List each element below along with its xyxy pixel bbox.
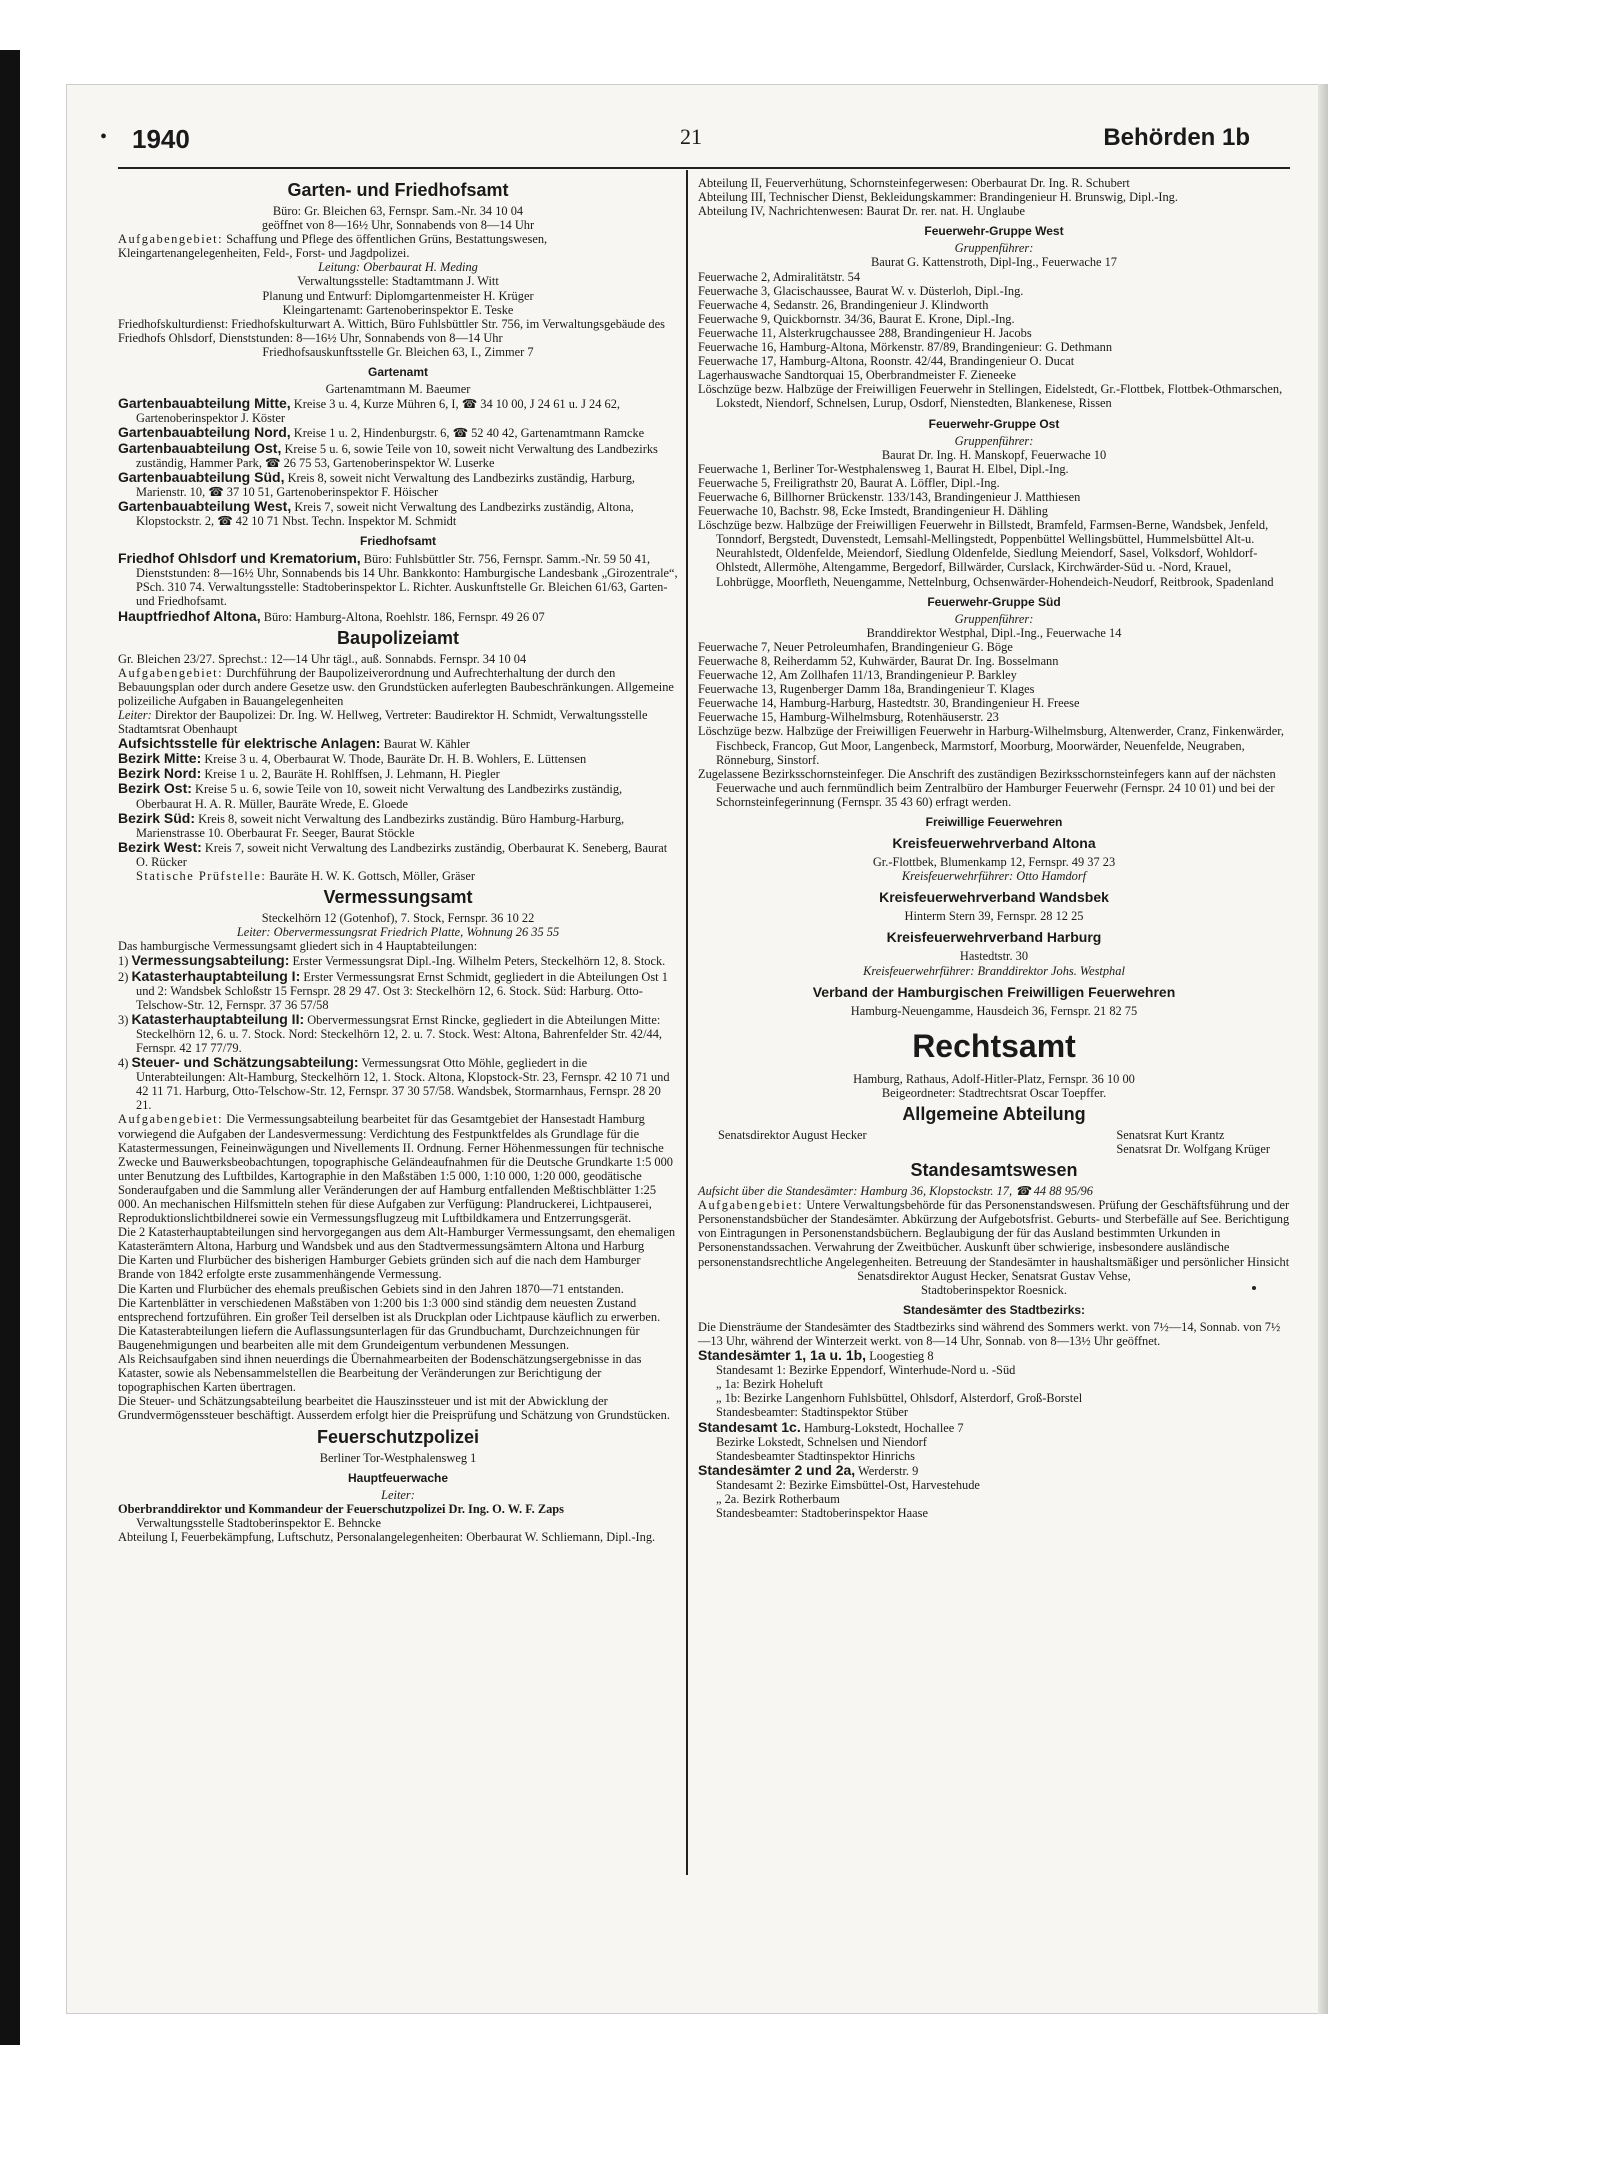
baupolizei-entry xyxy=(118,811,678,840)
sued-wache: Feuerwache 8, Reiherdamm 52, Kuhwärder, Baurat Dr. Ing. Bosselmann xyxy=(698,654,1059,668)
sued-wache: Feuerwache 14, Hamburg-Harburg, Hastedtstr. 30, Brandingenieur H. Freese xyxy=(698,696,1080,711)
bezirksschornsteinfeger: Zugelassene Bezirksschornsteinfeger. Die Anschrift des zuständigen Bezirksschornsteinfegers kann auf der nächsten Feuerwache und auch fernmündlich beim Zentralbüro der Hamburger Feuerwehr (Fernspr. 24 10 01) und bei der Schornsteinfegerinnung (Fernspr. 35 43 60) erfragt werden. xyxy=(698,766,1276,809)
entry-name: Gartenbauabteilung West, xyxy=(118,497,292,514)
standesamt-1c-heading xyxy=(698,1420,1290,1435)
allgemeine-right-1: Senatsrat Kurt Krantz xyxy=(1116,1127,1225,1142)
sued-wache: Feuerwache 12, Am Zollhafen 11/13, Brandingenieur P. Barkley xyxy=(698,668,1017,683)
entry-name: Gartenbauabteilung Ost, xyxy=(118,439,282,456)
scan-dark-edge xyxy=(0,50,20,2045)
vermessung-paragraph: Die Katasterabteilungen liefern die Auflassungsunterlagen für das Grundbuchamt, Durchzeichnungen für Baugenehmigungen und bearbeiten alle mit dem Grundeigentum verbundenen Messungen. xyxy=(118,1323,640,1352)
garten-aufgaben xyxy=(118,232,678,260)
entry-name: Standesämter 2 und 2a, xyxy=(698,1461,856,1478)
vermessung-paragraph: Die Karten und Flurbücher des bisherigen Hamburger Gebiets gründen sich auf die nach dem Hamburger Brande von 1842 erfolgte erste zusammenhängende Vermessung. xyxy=(118,1253,641,1282)
vermessung-paragraph: Als Reichsaufgaben sind ihnen neuerdings die Übernahmearbeiten der Bodenschätzungsergebnisse in das Kataster, sowie als Nebensammelstellen die Bearbeitung der Veränderungen zur Berichtigung der topographischen Karten übertragen. xyxy=(118,1352,642,1395)
entry-text: Erster Vermessungsrat Ernst Schmidt, gegliedert in die Abteilungen Ost 1 und 2: Wandsbek Schloßstr 15 Fernspr. 28 29 47. Ost 3: Steckelhörn 12, 6. Stock. Süd: Harburg. Otto-Telschow-Str. 12, Fernspr. 37 36 57/58 xyxy=(136,969,668,1012)
entry-name: Gartenbauabteilung Süd, xyxy=(118,468,285,485)
column-divider xyxy=(686,170,688,1875)
entry-name: Gartenbauabteilung Mitte, xyxy=(118,395,291,412)
aufgaben-text: Schaffung und Pflege des öffentlichen Grüns, Bestattungswesen, Kleingartenangelegenheiten, Feld-, Forst- und Jagdpolizei. xyxy=(118,232,548,261)
entry-name: Aufsichtsstelle für elektrische Anlagen: xyxy=(118,735,381,752)
sued-wache: Feuerwache 13, Rugenberger Damm 18a, Brandingenieur T. Klages xyxy=(698,682,1035,697)
aufgaben-label: Aufgabengebiet: xyxy=(118,1112,224,1127)
aufgaben-text: Untere Verwaltungsbehörde für das Personenstandswesen. Prüfung der Geschäftsführung und der Personenstandsbücher der Standesämter. Abkürzung der Aufgebotsfrist. Geburts- und Sterbefälle auf See. Berichtigung von Eintragungen in Personenstandsbüchern. Beglaubigung der für das Ausland bestimmten Urkunden in Personenstandssachen. Verwahrung der Zweitbücher. Auskunft über schwierige, insbesondere ausländische personenstandsrechtliche Angelegenheiten. Betreuung der Standesämter in haushaltsmäßiger und persönlicher Hinsicht xyxy=(698,1198,1290,1269)
aufgaben-label: Aufgabengebiet: xyxy=(118,665,224,680)
entry-text: Kreise 3 u. 4, Oberbaurat W. Thode, Bauräte Dr. H. B. Wohlers, E. Lüttensen xyxy=(204,752,587,767)
right-column xyxy=(698,176,1290,1520)
standes-aufsicht: Aufsicht über die Standesämter: Hamburg 36, Klopstockstr. 17, ☎ 44 88 95/96 xyxy=(698,1184,1093,1199)
standesamt-1-heading xyxy=(698,1348,1290,1363)
standesamt-line: „ 1a: Bezirk Hoheluft xyxy=(716,1377,824,1392)
gartenamt-entry xyxy=(118,425,678,440)
ost-wache: Feuerwache 1, Berliner Tor-Westphalensweg 1, Baurat H. Elbel, Dipl.-Ing. xyxy=(698,461,1069,476)
standesamt-line: „ 1b: Bezirke Langenhorn Fuhlsbüttel, Ohlsdorf, Alsterdorf, Groß-Borstel xyxy=(716,1391,1083,1406)
vermessung-aufgaben xyxy=(118,1112,678,1225)
feuerschutz-address: Berliner Tor-Westphalensweg 1 xyxy=(319,1450,477,1465)
header-year: 1940 xyxy=(132,124,190,154)
west-wache: Feuerwache 3, Glacischaussee, Baurat W. v. Düsterloh, Dipl.-Ing. xyxy=(698,283,1024,298)
altona-fuehrer: Kreisfeuerwehrführer: Otto Hamdorf xyxy=(901,869,1087,884)
entry-text: Werderstr. 9 xyxy=(858,1463,919,1478)
vermessung-entry xyxy=(118,1012,678,1055)
entry-name: Bezirk Süd: xyxy=(118,809,196,826)
west-gruppenfuehrer-label: Gruppenführer: xyxy=(954,241,1034,256)
garten-staff: Kleingartenamt: Gartenoberinspektor E. Teske xyxy=(282,302,514,317)
standesamt-line: Standesbeamter Stadtinspektor Hinrichs xyxy=(716,1448,915,1463)
standesamt-line: Bezirke Lokstedt, Schnelsen und Niendorf xyxy=(716,1434,927,1449)
entry-name: Katasterhauptabteilung I: xyxy=(131,967,301,984)
entry-text: Loogestieg 8 xyxy=(869,1349,934,1364)
verband-address: Hamburg-Neuengamme, Hausdeich 36, Fernspr. 21 82 75 xyxy=(850,1003,1138,1018)
entry-number: 3) xyxy=(118,1012,129,1027)
gartenamt-title: Gartenamt xyxy=(367,365,429,380)
aufgaben-text: Durchführung der Baupolizeiverordnung und Aufrechterhaltung der durch den Bebauungsplan oder durch andere Gesetze usw. den Grundstücken auferlegten Baubeschränkungen. Allgemeine polizeiliche Aufgaben in Bauangelegenheiten xyxy=(118,665,674,708)
hauptfeuerwache-verwaltung: Verwaltungsstelle Stadtoberinspektor E. Behncke xyxy=(136,1515,381,1530)
altona-title: Kreisfeuerwehrverband Altona xyxy=(892,835,1096,852)
west-wache: Feuerwache 9, Quickbornstr. 34/36, Baurat E. Krone, Dipl.-Ing. xyxy=(698,311,1015,326)
leiter-label: Leiter: xyxy=(118,708,152,722)
vermessung-title: Vermessungsamt xyxy=(323,887,473,908)
standesamt-line: Standesamt 2: Bezirke Eimsbüttel-Ost, Harvestehude xyxy=(716,1477,980,1492)
entry-text: Kreise 5 u. 6, sowie Teile von 10, soweit nicht Verwaltung des Landbezirks zuständig, Oberbaurat H. A. R. Müller, Bauräte Wrede, E. Gloede xyxy=(136,782,623,811)
left-column xyxy=(118,176,678,1544)
harburg-title: Kreisfeuerwehrverband Harburg xyxy=(886,929,1102,946)
allgemeine-left: Senatsdirektor August Hecker xyxy=(718,1127,867,1142)
entry-name: Gartenbauabteilung Nord, xyxy=(118,424,291,441)
baupolizei-leiter xyxy=(118,708,678,736)
standes-staff: Senatsdirektor August Hecker, Senatsrat Gustav Vehse, xyxy=(857,1268,1131,1283)
west-wache: Feuerwache 17, Hamburg-Altona, Roonstr. 42/44, Brandingenieur O. Ducat xyxy=(698,354,1075,369)
west-wache: Feuerwache 2, Admiralitätstr. 54 xyxy=(698,269,861,284)
vermessung-paragraph: Die Steuer- und Schätzungsabteilung bearbeitet die Hauszinssteuer und ist mit der Abwicklung der Grundvermögenssteuer beschäftigt. Ausserdem erfolgt hier die Preisprüfung und Schätzung von Grundstücken. xyxy=(118,1394,670,1423)
stadtbezirke-title: Standesämter des Stadtbezirks: xyxy=(902,1302,1086,1317)
entry-name: Bezirk Mitte: xyxy=(118,750,202,767)
abteilung-line: Abteilung III, Technischer Dienst, Bekleidungskammer: Brandingenieur H. Brunswig, Dipl.-Ing. xyxy=(698,190,1178,205)
verband-title: Verband der Hamburgischen Freiwilligen Feuerwehren xyxy=(812,983,1176,1000)
aufgaben-label: Aufgabengebiet: xyxy=(118,232,224,247)
ost-wache: Feuerwache 10, Bachstr. 98, Ecke Imstedt, Brandingenieur H. Dähling xyxy=(698,504,1048,519)
header-dot: • xyxy=(100,126,108,148)
page-right-shadow xyxy=(1318,84,1328,2014)
standes-staff: Stadtoberinspektor Roesnick. xyxy=(921,1282,1067,1297)
aufgaben-text: Die Vermessungsabteilung bearbeitet für das Gesamtgebiet der Hansestadt Hamburg vorwiegend die Aufgaben der Landesvermessung: Verdichtung des Festpunktfeldes als Grundlage für die Katastermessungen, Feineinwägungen und Nivellements II. Ordnung. Ferner Höhenmessungen für technische Zwecke und Bauwerksbeobachtungen, topographische Geländeaufnahmen für die Deutsche Grundkarte 1:5 000 unter Benutzung des Luftbildes, Kartographie in den Maßstäben 1:5 000, 1:10 000, 1:20 000, geodätische Sonderaufgaben und die Sammlung aller Veränderungen der auf Hamburg entfallenden Meßtischblätter 1:25 000. An mechanischen Hilfsmitteln stehen für diese Aufgaben zur Verfügung: Plandruckerei, Lichtpauserei, Reproduktionslichtbildnerei sowie ein Vermessungsflugzeug mit Luftbildkamera und Entzerrungsgerät. xyxy=(118,1112,673,1226)
entry-name: Steuer- und Schätzungsabteilung: xyxy=(131,1054,359,1071)
entry-name: Statische Prüfstelle: xyxy=(136,869,267,884)
entry-name: Bezirk West: xyxy=(118,838,202,855)
vermessung-paragraph: Die 2 Katasterhauptabteilungen sind hervorgegangen aus dem Alt-Hamburger Vermessungsamt, den ehemaligen Katasterämtern Altona, Harburg und Wandsbek und aus den Stadtvermessungsämtern Altona und Harburg xyxy=(118,1225,676,1254)
ost-title: Feuerwehr-Gruppe Ost xyxy=(928,416,1060,431)
gartenamt-lead: Gartenamtmann M. Baeumer xyxy=(325,382,471,397)
entry-number: 4) xyxy=(118,1056,129,1071)
standesamt-line: Standesbeamter: Stadtoberinspektor Haase xyxy=(716,1506,928,1521)
sued-gruppenfuehrer-label: Gruppenführer: xyxy=(954,611,1034,626)
west-wache: Feuerwache 4, Sedanstr. 26, Brandingenieur J. Klindworth xyxy=(698,297,989,312)
entry-text: Kreise 3 u. 4, Kurze Mühren 6, I, ☎ 34 10 00, J 24 61 u. J 24 62, Gartenoberinspektor J. Köster xyxy=(136,397,620,426)
sued-gruppenfuehrer: Branddirektor Westphal, Dipl.-Ing., Feuerwache 14 xyxy=(866,625,1122,640)
freiwillige-title: Freiwillige Feuerwehren xyxy=(925,815,1063,830)
entry-text: Kreis 7, soweit nicht Verwaltung des Landbezirks zuständig, Altona, Klopstockstr. 2, ☎ 42 10 71 Nbst. Techn. Inspektor M. Schmidt xyxy=(136,499,634,528)
gartenamt-entry xyxy=(118,396,678,425)
garten-friedhofskultur: Friedhofskulturdienst: Friedhofskulturwart A. Wittich, Büro Fuhlsbüttler Str. 756, im Verwaltungsgebäude des Friedhofs Ohlsdorf, Dienststunden: 8—16½ Uhr, Sonnabends von 8—14 Uhr xyxy=(118,316,665,345)
hauptfeuerwache-title: Hauptfeuerwache xyxy=(347,1470,449,1485)
entry-name: Katasterhauptabteilung II: xyxy=(131,1010,305,1027)
ost-gruppenfuehrer: Baurat Dr. Ing. H. Manskopf, Feuerwache 10 xyxy=(881,447,1107,462)
ost-gruppenfuehrer-label: Gruppenführer: xyxy=(954,433,1034,448)
sued-loeschzuege: Löschzüge bezw. Halbzüge der Freiwilligen Feuerwehr in Harburg-Wilhelmsburg, Altenwerder, Cranz, Finkenwärder, Fischbeck, Francop, Gut Moor, Langenbeck, Marmstorf, Moorburg, Moorwärder, Neuenfelde, Neugraben, Rönneburg, Sinstorf. xyxy=(698,724,1284,767)
vermessung-leiter: Leiter: Obervermessungsrat Friedrich Platte, Wohnung 26 35 55 xyxy=(236,925,560,940)
standesamt-line: Standesamt 1: Bezirke Eppendorf, Winterhude-Nord u. -Süd xyxy=(716,1363,1016,1378)
hauptfeuerwache-leiter-label: Leiter: xyxy=(381,1487,415,1502)
entry-text: Kreise 5 u. 6, sowie Teile von 10, soweit nicht Verwaltung des Landbezirks zuständig, Hammer Park, ☎ 26 75 53, Gartenoberinspektor W. Luserke xyxy=(136,441,658,470)
aufgaben-label: Aufgabengebiet: xyxy=(698,1198,804,1213)
baupolizei-entry xyxy=(118,751,678,766)
gartenamt-entry xyxy=(118,441,678,470)
abteilung-line: Abteilung II, Feuerverhütung, Schornsteinfegerwesen: Oberbaurat Dr. Ing. R. Schubert xyxy=(698,176,1130,190)
entry-text: Büro: Hamburg-Altona, Roehlstr. 186, Fernspr. 49 26 07 xyxy=(263,609,545,624)
baupolizei-aufgaben xyxy=(118,666,678,708)
standes-aufgaben xyxy=(698,1198,1290,1268)
entry-text: Kreis 8, soweit nicht Verwaltung des Landbezirks zuständig. Büro Hamburg-Harburg, Marienstrasse 10. Oberbaurat Fr. Seeger, Baurat Stöckle xyxy=(136,811,625,840)
altona-address: Gr.-Flottbek, Blumenkamp 12, Fernspr. 49 37 23 xyxy=(872,855,1116,870)
vermessung-entry xyxy=(118,969,678,1012)
entry-name: Standesämter 1, 1a u. 1b, xyxy=(698,1347,867,1364)
entry-text: Baurat W. Kähler xyxy=(383,737,470,752)
leiter-text: Direktor der Baupolizei: Dr. Ing. W. Hellweg, Vertreter: Baudirektor H. Schmidt, Verwaltungsstelle Stadtamtsrat Obenhaupt xyxy=(118,708,648,737)
entry-text: Kreis 8, soweit nicht Verwaltung des Landbezirks zuständig, Harburg, Marienstr. 10, ☎ 37 10 51, Gartenoberinspektor F. Höischer xyxy=(136,470,636,499)
wandsbek-address: Hinterm Stern 39, Fernspr. 28 12 25 xyxy=(904,909,1084,924)
west-loeschzuege: Löschzüge bezw. Halbzüge der Freiwilligen Feuerwehr in Stellingen, Eidelstedt, Gr.-Flottbek, Flottbek-Othmarschen, Lokstedt, Niendorf, Schnelsen, Lurup, Osdorf, Nienstedten, Blankenese, Rissen xyxy=(698,382,1283,411)
rechtsamt-beigeordneter: Beigeordneter: Stadtrechtsrat Oscar Toepffer. xyxy=(881,1085,1107,1100)
harburg-fuehrer: Kreisfeuerwehrführer: Branddirektor Johs. Westphal xyxy=(863,963,1125,978)
header-section: Behörden 1b xyxy=(1103,124,1250,151)
harburg-address: Hastedtstr. 30 xyxy=(959,949,1029,964)
entry-text: Kreise 1 u. 2, Bauräte H. Rohlffsen, J. Lehmann, H. Piegler xyxy=(204,767,500,782)
garten-leitung: Leitung: Oberbaurat H. Meding xyxy=(318,260,478,275)
friedhofsamt-title: Friedhofsamt xyxy=(359,534,436,549)
entry-name: Standesamt 1c. xyxy=(698,1418,801,1435)
statische-pruefstelle xyxy=(118,869,678,883)
hauptfriedhof-altona xyxy=(118,609,678,624)
vermessung-paragraph: Die Karten und Flurbücher des ehemals preußischen Gebiets sind in den Jahren 1870—71 entstanden. xyxy=(118,1281,624,1296)
sued-wache: Feuerwache 15, Hamburg-Wilhelmsburg, Rotenhäuserstr. 23 xyxy=(698,710,999,725)
stadtbezirke-intro: Die Diensträume der Standesämter des Stadtbezirks sind während des Sommers werkt. von 7½—14, Sonnab. von 7½—13 Uhr, während der Winterzeit werkt. von 8—14 Uhr, Sonnab. von 8—13½ Uhr geöffnet. xyxy=(698,1319,1281,1348)
rechtsamt-address: Hamburg, Rathaus, Adolf-Hitler-Platz, Fernspr. 36 10 00 xyxy=(853,1071,1135,1086)
baupolizei-entry xyxy=(118,736,678,751)
entry-name: Bezirk Nord: xyxy=(118,765,202,782)
entry-text: Hamburg-Lokstedt, Hochallee 7 xyxy=(803,1420,964,1435)
garten-staff: Planung und Entwurf: Diplomgartenmeister H. Krüger xyxy=(262,288,534,303)
west-wache: Lagerhauswache Sandtorquai 15, Oberbrandmeister F. Zieneeke xyxy=(698,368,1016,383)
entry-text: Vermessungsrat Otto Möhle, gegliedert in die Unterabteilungen: Alt-Hamburg, Steckelhörn 12, 1. Stock. Altona, Klopstock-Str. 23, Fernspr. 42 10 71 und 42 11 71. Harburg, Otto-Telschow-Str. 12, Fernspr. 37 30 57/58. Wandsbek, Stormarnhaus, Fernspr. 28 20 21. xyxy=(136,1056,670,1113)
baupolizei-title: Baupolizeiamt xyxy=(336,627,460,648)
entry-text: Bauräte H. W. K. Gottsch, Möller, Gräser xyxy=(269,869,475,884)
vermessung-entry xyxy=(118,1055,678,1112)
ost-loeschzuege: Löschzüge bezw. Halbzüge der Freiwilligen Feuerwehr in Billstedt, Bramfeld, Farmsen-Berne, Wandsbek, Jenfeld, Tonndorf, Bergstedt, Duvenstedt, Lemsahl-Mellingstedt, Poppenbüttel Wellingsbüttel, Hummelsbüttel Alt-u. Neurahlstedt, Oldenfelde, Meiendorf, Siedlung Oldenfelde, Siedlung Meiendorf, Sasel, Volksdorf, Wohldorf-Ohlstedt, Allermöhe, Altengamme, Bergedorf, Billwärder, Curslack, Kirchwärder-Süd u. -Nord, Krauel, Lohbrügge, Moorfleth, Neuengamme, Nettelnburg, Ochsenwärder-Hohendeich-Neudorf, Reitbrook, Spadenland xyxy=(698,518,1274,589)
entry-name: Bezirk Ost: xyxy=(118,780,192,797)
standesamt-line: Standesbeamter: Stadtinspektor Stüber xyxy=(716,1405,909,1420)
west-title: Feuerwehr-Gruppe West xyxy=(924,224,1064,239)
header-rule xyxy=(118,167,1290,169)
sued-wache: Feuerwache 7, Neuer Petroleumhafen, Brandingenieur G. Böge xyxy=(698,639,1013,654)
header-page-number: 21 xyxy=(680,124,702,149)
baupolizei-address: Gr. Bleichen 23/27. Sprechst.: 12—14 Uhr tägl., auß. Sonnabds. Fernspr. 34 10 04 xyxy=(118,651,527,666)
feuerschutz-title: Feuerschutzpolizei xyxy=(316,1426,480,1447)
vermessung-entry xyxy=(118,953,678,968)
entry-name: Vermessungsabteilung: xyxy=(131,952,290,969)
allgemeine-right-2: Senatsrat Dr. Wolfgang Krüger xyxy=(1116,1141,1270,1156)
west-wache: Feuerwache 11, Alsterkrugchaussee 288, Brandingenieur H. Jacobs xyxy=(698,325,1032,340)
abteilung-line: Abteilung IV, Nachrichtenwesen: Baurat Dr. rer. nat. H. Unglaube xyxy=(698,204,1025,219)
allgemeine-right xyxy=(1116,1128,1270,1156)
standesamt-line: „ 2a. Bezirk Rotherbaum xyxy=(716,1492,840,1507)
entry-name: Friedhof Ohlsdorf und Krematorium, xyxy=(118,550,361,567)
baupolizei-entry xyxy=(118,766,678,781)
allgemeine-staff xyxy=(698,1128,1290,1156)
ost-wache: Feuerwache 6, Billhorner Brückenstr. 133/143, Brandingenieur J. Matthiesen xyxy=(698,489,1081,504)
rechtsamt-title: Rechtsamt xyxy=(912,1027,1076,1064)
baupolizei-entry xyxy=(118,781,678,810)
entry-text: Büro: Fuhlsbüttler Str. 756, Fernspr. Samm.-Nr. 59 50 41, Dienststunden: 8—16½ Uhr, Sonnabends bis 14 Uhr. Bankkonto: Hamburgische Landesbank „Girozentrale“, PSch. 310 74. Verwaltungsstelle: Stadtoberinspektor L. Richter. Auskunftstelle Gr. Bleichen 61/63, Garten- und Friedhofsamt. xyxy=(136,552,678,609)
page-header xyxy=(100,116,1250,156)
entry-text: Kreis 7, soweit nicht Verwaltung des Landbezirks zuständig, Oberbaurat K. Seneberg, Baurat O. Rücker xyxy=(136,840,668,869)
entry-text: Obervermessungsrat Ernst Rincke, gegliedert in die Abteilungen Mitte: Steckelhörn 12, 6. u. 7. Stock. Nord: Steckelhörn 12, 2. u. 7. Stock. West: Altona, Bahrenfelder Str. 42/44, Fernspr. 42 17 77/79. xyxy=(136,1012,662,1055)
entry-text: Erster Vermessungsrat Dipl.-Ing. Wilhelm Peters, Steckelhörn 12, 8. Stock. xyxy=(292,954,666,969)
vermessung-address: Steckelhörn 12 (Gotenhof), 7. Stock, Fernspr. 36 10 22 xyxy=(261,911,535,926)
west-gruppenfuehrer: Baurat G. Kattenstroth, Dipl-Ing., Feuerwache 17 xyxy=(870,255,1118,270)
sued-title: Feuerwehr-Gruppe Süd xyxy=(927,594,1061,609)
entry-text: Kreise 1 u. 2, Hindenburgstr. 6, ☎ 52 40 42, Gartenamtmann Ramcke xyxy=(293,426,645,441)
hauptfeuerwache-abteilung: Abteilung I, Feuerbekämpfung, Luftschutz, Personalangelegenheiten: Oberbaurat W. Schliemann, Dipl.-Ing. xyxy=(118,1529,656,1544)
garten-staff: Verwaltungsstelle: Stadtamtmann J. Witt xyxy=(297,274,499,289)
west-wache: Feuerwache 16, Hamburg-Altona, Mörkenstr. 87/89, Brandingenieur: G. Dethmann xyxy=(698,340,1113,355)
wandsbek-title: Kreisfeuerwehrverband Wandsbek xyxy=(879,889,1109,906)
vermessung-intro: Das hamburgische Vermessungsamt gliedert sich in 4 Hauptabteilungen: xyxy=(118,939,478,954)
garten-line: geöffnet von 8—16½ Uhr, Sonnabends von 8—14 Uhr xyxy=(261,218,535,233)
hauptfeuerwache-chief: Oberbranddirektor und Kommandeur der Feuerschutzpolizei Dr. Ing. O. W. F. Zaps xyxy=(118,1501,565,1516)
garten-line: Büro: Gr. Bleichen 63, Fernspr. Sam.-Nr. 34 10 04 xyxy=(272,204,524,218)
garten-title: Garten- und Friedhofsamt xyxy=(287,180,509,200)
entry-name: Hauptfriedhof Altona, xyxy=(118,607,261,624)
vermessung-paragraph: Die Kartenblätter in verschiedenen Maßstäben von 1:200 bis 1:3 000 sind ständig dem neuesten Zustand entsprechend fortzuführen. Ein großer Teil derselben ist als Druckplan oder Lichtpause käuflich zu erwerben. xyxy=(118,1295,661,1324)
standes-title: Standesamtswesen xyxy=(910,1160,1078,1181)
allgemeine-title: Allgemeine Abteilung xyxy=(902,1103,1086,1124)
ost-wache: Feuerwache 5, Freiligrathstr 20, Baurat A. Löffler, Dipl.-Ing. xyxy=(698,475,1000,490)
gartenamt-entry xyxy=(118,470,678,499)
entry-number: 2) xyxy=(118,969,129,984)
gartenamt-entry xyxy=(118,499,678,528)
standesamt-2-heading xyxy=(698,1463,1290,1478)
friedhof-ohlsdorf xyxy=(118,551,678,608)
entry-number: 1) xyxy=(118,954,129,969)
garten-auskunft: Friedhofsauskunftsstelle Gr. Bleichen 63, I., Zimmer 7 xyxy=(262,344,534,359)
baupolizei-entry xyxy=(118,840,678,869)
